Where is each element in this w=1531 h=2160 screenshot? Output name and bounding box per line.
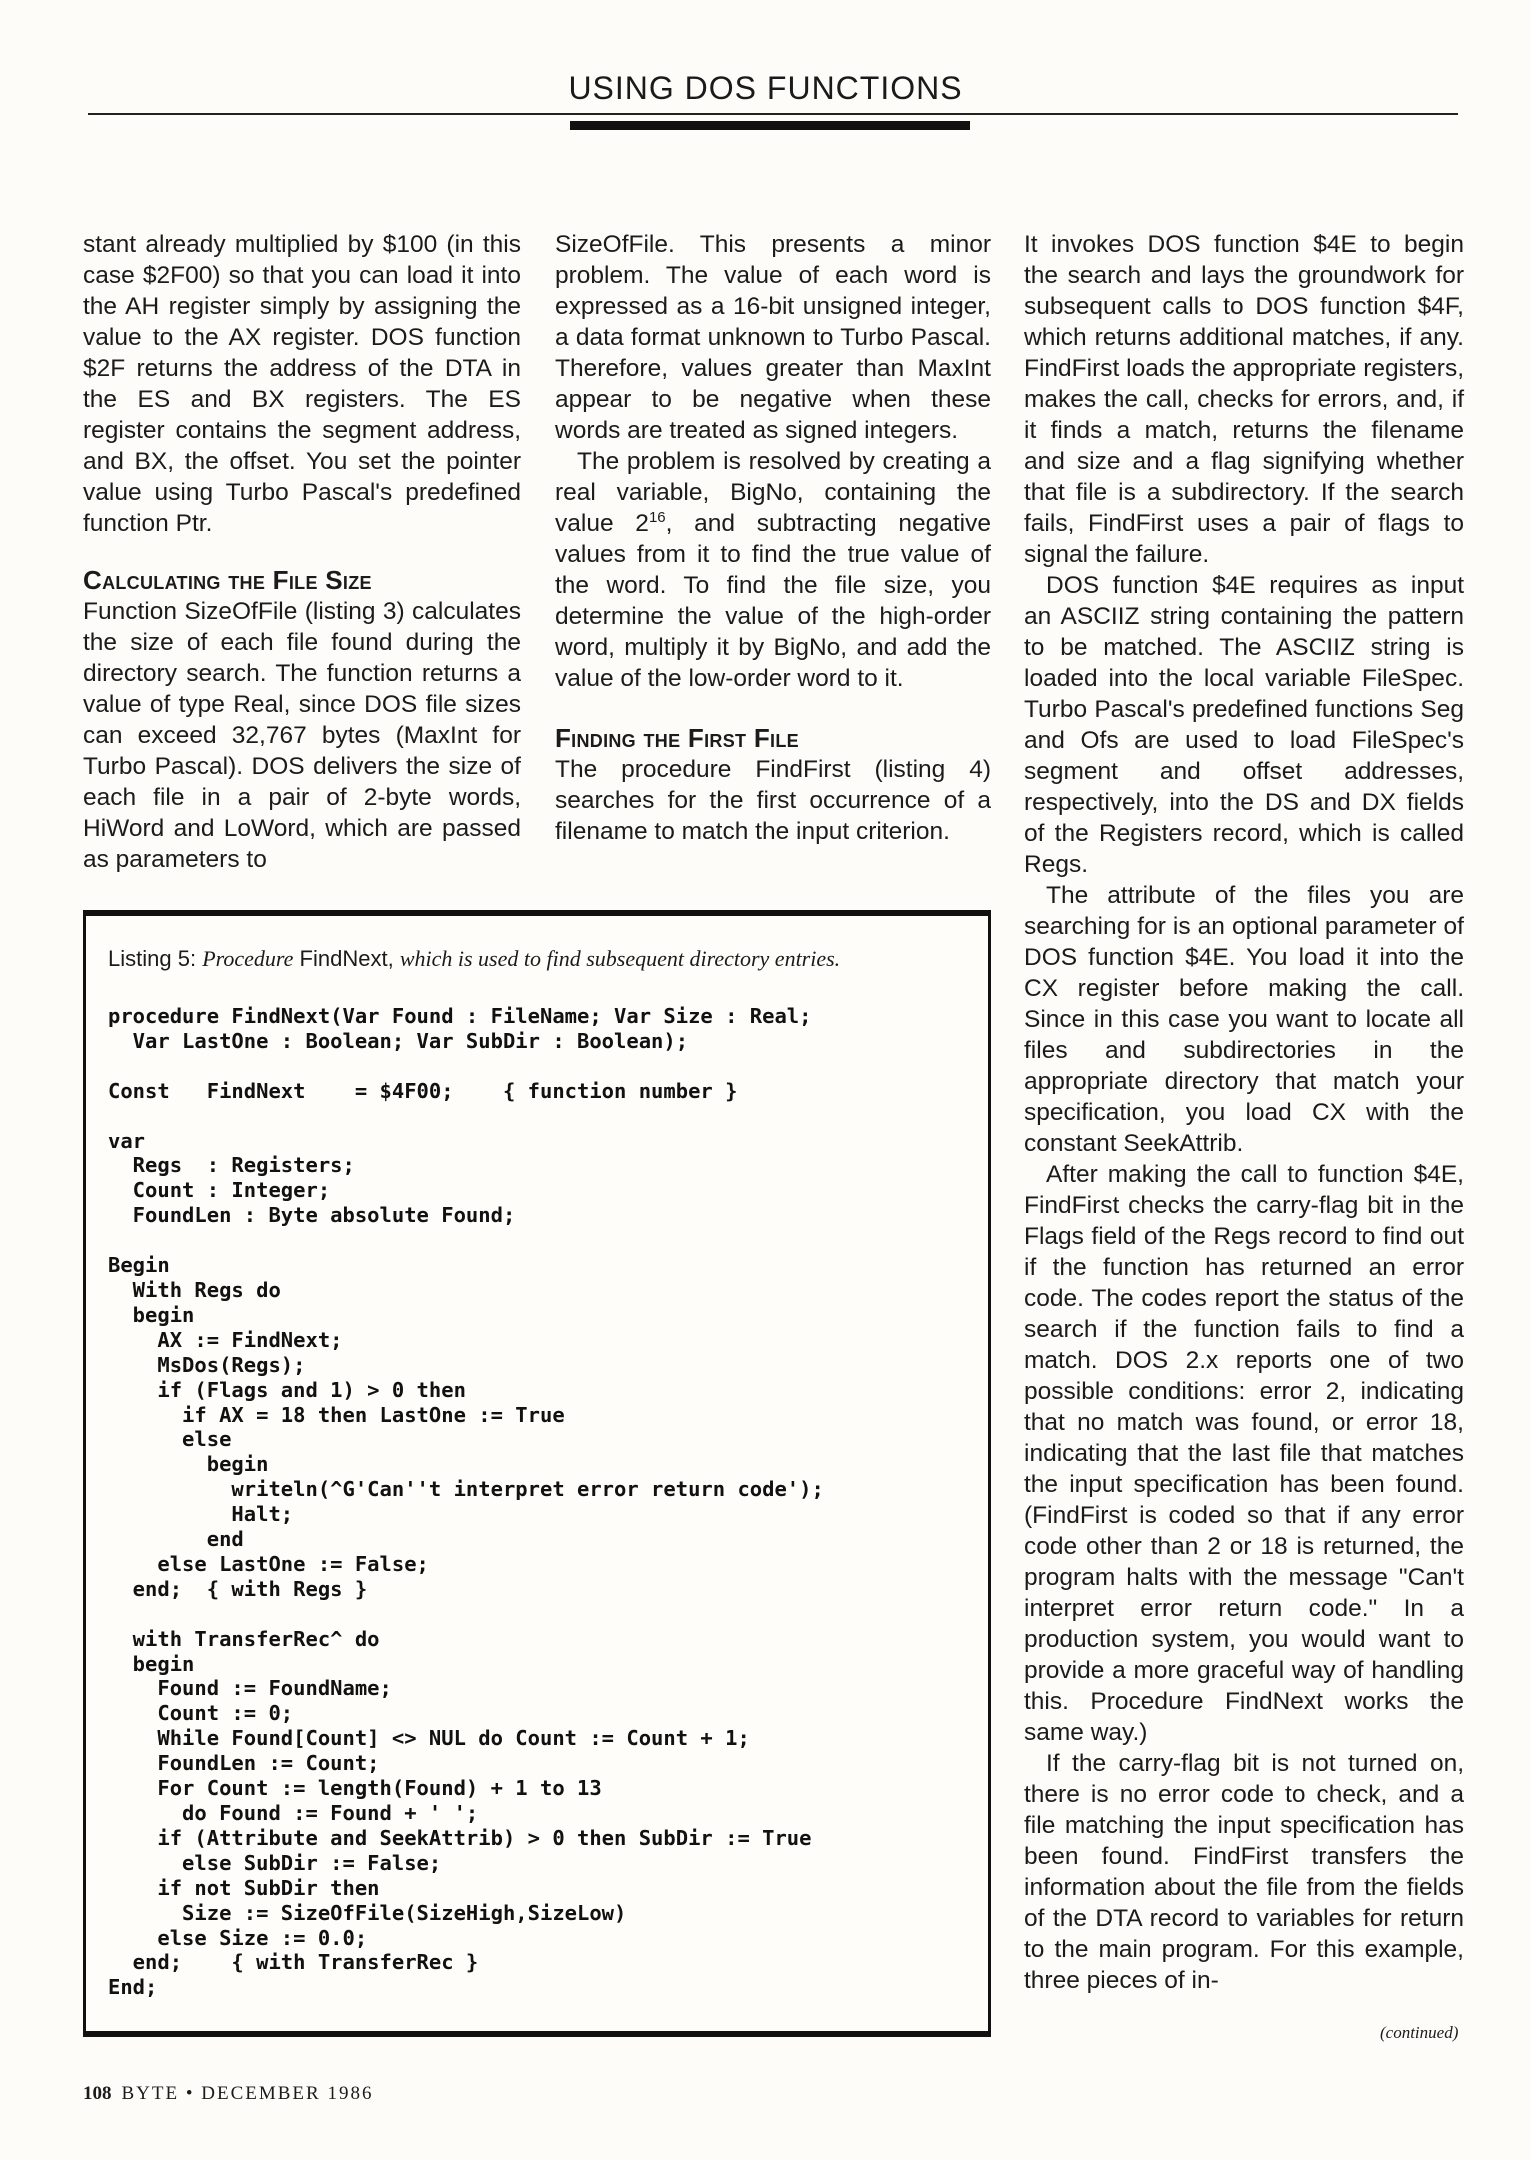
column-3-paragraph-2: DOS function $4E requires as input an ASCIIZ string containing the pattern to be matched. The ASCIIZ string is loaded into the local variable FileSpec. Turbo Pascal's predefined functions Seg and Ofs are used to load FileSpec's segment and offset addresses, respectively, into the DS and DX fields of the Registers record, which is called Regs. — [1024, 572, 1464, 878]
section-heading-finding-first-file: Finding the First File — [555, 723, 799, 753]
column-3-paragraph-4: After making the call to function $4E, FindFirst checks the carry-flag bit in the Flags field of the Regs record to find out if the function has returned an error code. The codes report the status of the search if the function fails to find a match. DOS 2.x reports one of two possible conditions: error 2, indicating that no match was found, or error 18, indicating that the last file that matches the input specification has been found. (FindFirst is coded so that if any error code other than 2 or 18 is returned, the program halts with the message "Can't interpret error return code." In a production system, you would want to provide a more graceful way of handling this. Procedure FindNext works the same way.) — [1024, 1161, 1464, 1746]
footer-publication: BYTE • DECEMBER 1986 — [121, 2083, 374, 2104]
listing-procedure-name: FindNext, — [299, 946, 394, 971]
header-rule — [88, 113, 1458, 115]
code-listing-box — [83, 910, 991, 2037]
column-2-paragraph-2 — [555, 446, 991, 694]
paragraph-2-text-a: The problem is resolved by creating a real variable, BigNo, containing the value 2 — [555, 448, 991, 537]
listing-desc-b: which is used to find subsequent directory entries. — [399, 946, 841, 971]
column-3 — [1024, 229, 1464, 1996]
listing-caption — [108, 946, 840, 972]
column-3-paragraph-1: It invokes DOS function $4E to begin the search and lays the groundwork for subsequent calls to DOS function $4F, which returns additional matches, if any. FindFirst loads the appropriate registers, makes the call, checks for errors, and, if it finds a match, returns the filename and size and a flag signifying whether that file is a subdirectory. If the search fails, FindFirst uses a pair of flags to signal the failure. — [1024, 231, 1464, 568]
listing-desc-a: Procedure — [202, 946, 294, 971]
paragraph-2-text-b: , and subtracting negative values from it to find the true value of the word. To find the file size, you determine the value of the high-order word, multiply it by BigNo, and add the value of the low-order word to it. — [555, 510, 991, 692]
column-1 — [83, 229, 521, 875]
column-2-paragraph-3: The procedure FindFirst (listing 4) searches for the first occurrence of a filename to match the input criterion. — [555, 756, 991, 845]
column-3-paragraph-3: The attribute of the files you are searching for is an optional parameter of DOS function $4E. You load it into the CX register before making the call. Since in this case you want to locate all files and subdirectories in the appropriate directory that match your specification, you load CX with the constant SeekAttrib. — [1024, 882, 1464, 1157]
column-2-paragraph-1: SizeOfFile. This presents a minor problem. The value of each word is expressed as a 16-bit unsigned integer, a data format unknown to Turbo Pascal. Therefore, values greater than MaxInt appear to be negative when these words are treated as signed integers. — [555, 231, 991, 444]
continued-note: (continued) — [1380, 2023, 1459, 2042]
running-header-title: USING DOS FUNCTIONS — [568, 70, 963, 106]
header-bar — [570, 121, 970, 130]
listing-code: procedure FindNext(Var Found : FileName; Var Size : Real; Var LastOne : Boolean; Var SubDir : Boolean); Const FindNext = $4F00; { function number } var Regs : Registers; Count : Integer; FoundLen : Byte absolute Found; Begin With Regs do begin AX := FindNext; MsDos(Regs); if (Flags and 1) > 0 then if AX = 18 then LastOne := True else begin writeln(^G'Can''t interpret error return code'); Halt; end else LastOne := False; end; { with Regs } with TransferRec^ do begin Found := FoundName; Count := 0; While Found[Count] <> NUL do Count := Count + 1; FoundLen := Count; For Count := length(Found) + 1 to 13 do Found := Found + ' '; if (Attribute and SeekAttrib) > 0 then SubDir := True else SubDir := False; if not SubDir then Size := SizeOfFile(SizeHigh,SizeLow) else Size := 0.0; end; { with TransferRec } End; — [108, 1004, 824, 2000]
page-footer — [83, 2083, 373, 2105]
column-1-paragraph-1: stant already multiplied by $100 (in this case $2F00) so that you can load it into the AH register simply by assigning the value to the AX register. DOS function $2F returns the address of the DTA in the ES and BX registers. The ES register contains the segment address, and BX, the offset. You set the pointer value using Turbo Pascal's predefined function Ptr. — [83, 231, 521, 537]
column-2 — [555, 229, 991, 847]
listing-label: Listing 5: — [108, 946, 197, 971]
section-heading-calculating-file-size: Calculating the File Size — [83, 565, 372, 595]
page-number: 108 — [83, 2083, 112, 2104]
column-1-paragraph-2: Function SizeOfFile (listing 3) calculates the size of each file found during the directory search. The function returns a value of type Real, since DOS file sizes can exceed 32,767 bytes (MaxInt for Turbo Pascal). DOS delivers the size of each file in a pair of 2-byte words, HiWord and LoWord, which are passed as parameters to — [83, 598, 521, 873]
exponent-superscript: 16 — [648, 508, 666, 526]
column-3-paragraph-5: If the carry-flag bit is not turned on, there is no error code to check, and a file matching the input specification has been found. FindFirst transfers the information about the file from the fields of the DTA record to variables for return to the main program. For this example, three pieces of in- — [1024, 1750, 1464, 1994]
